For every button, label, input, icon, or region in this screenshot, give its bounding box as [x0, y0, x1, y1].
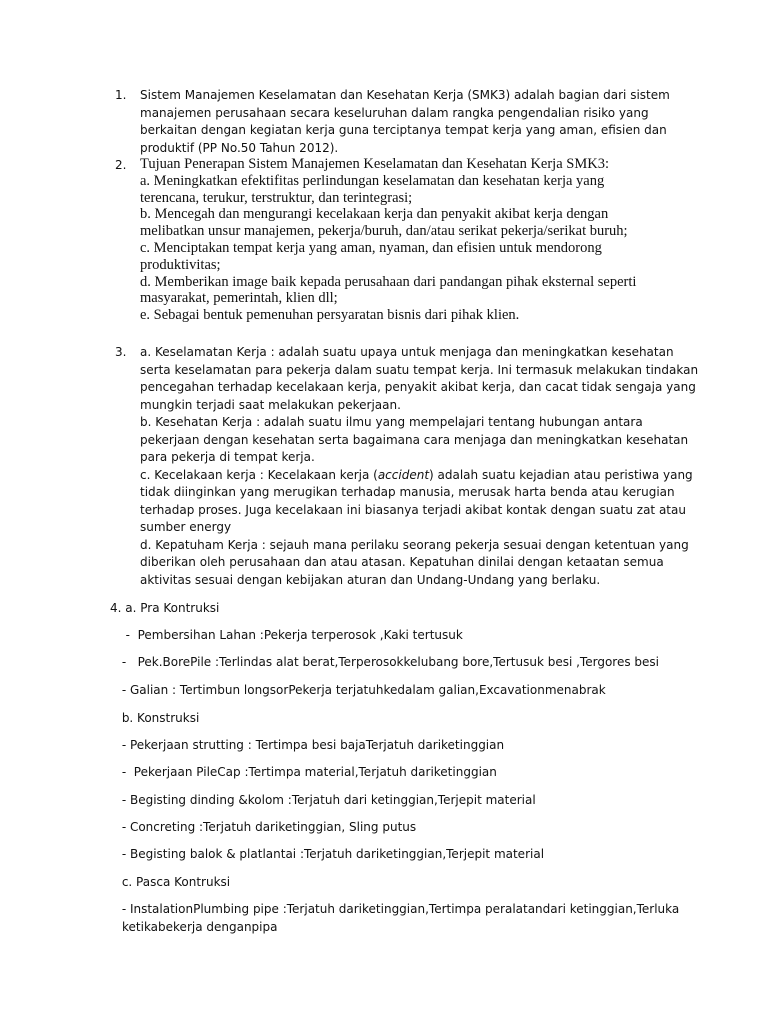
list-item: - Pek.BorePile :Terlindas alat berat,Terperosokkelubang bore,Tertusuk besi ,Tergores besi	[118, 655, 659, 669]
list-item: - Pembersihan Lahan :Pekerja terperosok ,Kaki tertusuk	[118, 628, 463, 642]
subsection-heading: c. Pasca Kontruksi	[118, 875, 231, 889]
list-item: - Pekerjaan PileCap :Tertimpa material,Terjatuh dariketinggian	[118, 765, 497, 779]
list-item-3-text	[140, 344, 698, 589]
list-item: - Concreting :Terjatuh dariketinggian, Sling putus	[118, 820, 417, 834]
list-heading: Tujuan Penerapan Sistem Manajemen Keselamatan dan Kesehatan Kerja SMK3:	[140, 156, 609, 172]
list-item-2	[115, 157, 126, 175]
text-span: ) adalah suatu kejadian atau peristiwa yang	[429, 467, 693, 482]
text-line: pencegahan terhadap kecelakaan kerja, penyakit akibat kerja, dan cacat tidak sengaja yang	[140, 380, 696, 394]
text-line: produktif (PP No.50 Tahun 2012).	[140, 140, 339, 155]
text-line: masyarakat, pemerintah, klien dll;	[140, 290, 338, 307]
text-line: berkaitan dengan kegiatan kerja guna terciptanya tempat kerja yang aman, efisien dan	[140, 123, 667, 137]
text-line: Sistem Manajemen Keselamatan dan Kesehatan Kerja (SMK3) adalah bagian dari sistem	[140, 88, 670, 102]
emphasis-text: accident	[377, 467, 430, 482]
text-line: b. Mencegah dan mengurangi kecelakaan kerja dan penyakit akibat kerja dengan	[140, 206, 609, 223]
subsection-heading: b. Konstruksi	[118, 711, 200, 725]
text-line: mungkin terjadi saat melakukan pekerjaan.	[140, 397, 401, 412]
text-line: e. Sebagai bentuk pemenuhan persyaratan bisnis dari pihak klien.	[140, 307, 520, 324]
list-item: - Pekerjaan strutting : Tertimpa besi bajaTerjatuh dariketinggian	[118, 738, 505, 752]
list-number: 1.	[115, 88, 127, 102]
text-span: c. Kecelakaan kerja : Kecelakaan kerja (	[140, 467, 378, 482]
text-line	[140, 467, 698, 485]
text-line: a. Keselamatan Kerja : adalah suatu upaya untuk menjaga dan meningkatkan kesehatan	[140, 345, 674, 359]
list-item-continuation: ketikabekerja denganpipa	[122, 920, 278, 934]
text-line: diberikan oleh perusahaan dan atau atasan. Kepatuhan dinilai dengan ketaatan semua	[140, 555, 664, 569]
text-line: d. Kepatuham Kerja : sejauh mana perilaku seorang pekerja sesuai dengan ketentuan yang	[140, 537, 689, 552]
text-line: terhadap proses. Juga kecelakaan ini biasanya terjadi akibat kontak dengan suatu zat atau	[140, 502, 686, 517]
section-4-heading: 4. a. Pra Kontruksi	[110, 601, 220, 615]
text-line: c. Menciptakan tempat kerja yang aman, nyaman, dan efisien untuk mendorong	[140, 239, 602, 256]
text-line: tidak diinginkan yang merugikan terhadap manusia, merusak harta benda atau kerugian	[140, 485, 675, 499]
text-line: melibatkan unsur manajemen, pekerja/buruh, dan/atau serikat pekerja/serikat buruh;	[140, 223, 628, 240]
text-line: sumber energy	[140, 520, 232, 534]
list-item: - Begisting balok & platlantai :Terjatuh dariketinggian,Terjepit material	[118, 847, 545, 861]
text-line: serta keselamatan para pekerja dalam suatu tempat kerja. Ini termasuk melakukan tindakan	[140, 362, 699, 377]
text-line: pekerjaan dengan kesehatan serta bagaimana cara menjaga dan meningkatkan kesehatan	[140, 432, 689, 447]
text-line: terencana, terukur, terstruktur, dan terintegrasi;	[140, 189, 413, 206]
list-item-3	[115, 344, 126, 362]
list-item: - InstalationPlumbing pipe :Terjatuh dariketinggian,Tertimpa peralatandari ketinggian,Terluka	[118, 902, 680, 916]
list-number: 3.	[115, 345, 127, 359]
list-item-2-text	[140, 156, 636, 324]
text-line: produktivitas;	[140, 256, 221, 273]
text-line: a. Meningkatkan efektifitas perlindungan keselamatan dan kesehatan kerja yang	[140, 172, 605, 189]
text-line: manajemen perusahaan secara keseluruhan dalam rangka pengendalian risiko yang	[140, 105, 649, 120]
text-line: para pekerja di tempat kerja.	[140, 450, 315, 464]
text-line: b. Kesehatan Kerja : adalah suatu ilmu yang mempelajari tentang hubungan antara	[140, 415, 643, 429]
text-line: d. Memberikan image baik kepada perusahaan dari pandangan pihak eksternal seperti	[140, 273, 637, 290]
list-item: - Galian : Tertimbun longsorPekerja terjatuhkedalam galian,Excavationmenabrak	[118, 683, 606, 697]
list-number: 2.	[115, 158, 127, 172]
list-item-1-text	[140, 87, 670, 157]
list-item: - Begisting dinding &kolom :Terjatuh dari ketinggian,Terjepit material	[118, 793, 536, 807]
text-line: aktivitas sesuai dengan kebijakan aturan dan Undang-Undang yang berlaku.	[140, 572, 601, 587]
